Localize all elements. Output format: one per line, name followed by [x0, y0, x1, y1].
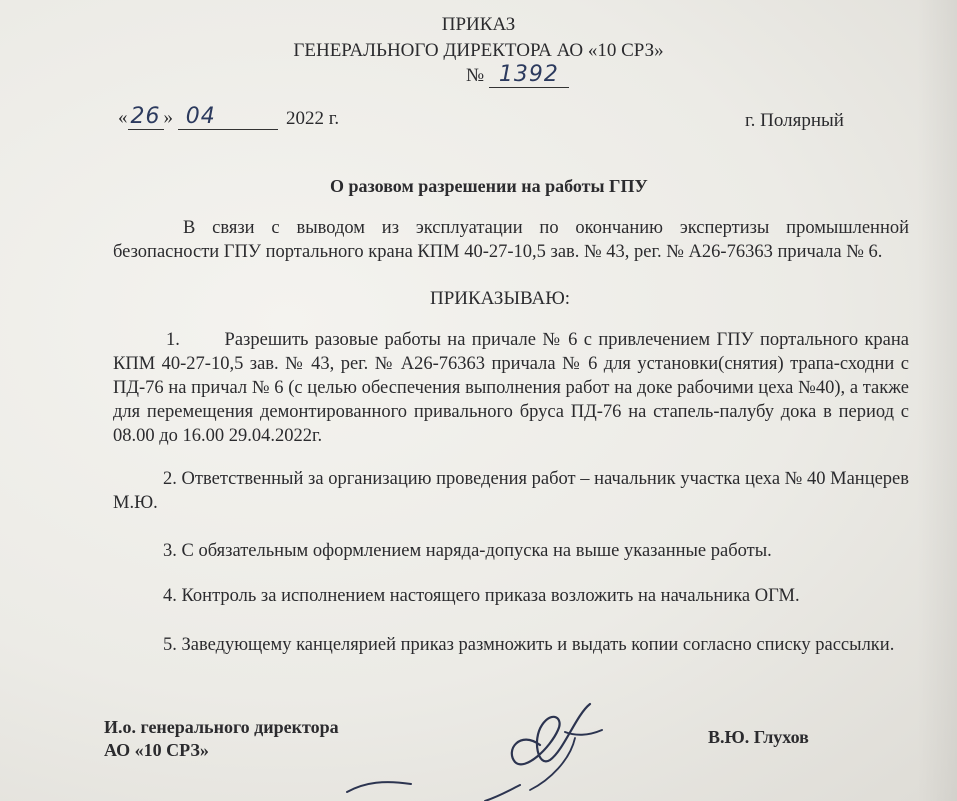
- date-close-quote: »: [163, 107, 173, 128]
- item-number: 2.: [163, 469, 177, 489]
- city: г. Полярный: [745, 110, 844, 131]
- order-word: ПРИКАЗЫВАЮ:: [430, 288, 571, 309]
- item-number: 5.: [163, 635, 177, 655]
- date-day: 26: [128, 104, 164, 130]
- doc-title: ПРИКАЗ: [441, 14, 516, 35]
- signer-position-line1: И.о. генерального директора: [104, 717, 339, 737]
- item-text: Разрешить разовые работы на причале № 6 с привлечением ГПУ портального крана КПМ 40-27-10,5 зав. № 43, рег. № А26-76363 причала № 6 для установки(снятия) трапа-сходни с ПД-76 на причал № 6 (с целью обеспечения выполнения работ на доке рабочими цеха №40), а также для перемещения демонтированного привального бруса ПД-76 на стапель-палубу дока в период с 08.00 до 16.00 29.04.2022г.: [113, 330, 910, 446]
- order-item-1: [113, 328, 909, 448]
- subject-heading: О разовом разрешении на работы ГПУ: [330, 176, 648, 196]
- item-number: 4.: [163, 586, 177, 606]
- number-prefix: №: [466, 65, 485, 86]
- item-text: Заведующему канцелярией приказ размножить и выдать копии согласно списку рассылки.: [181, 635, 895, 655]
- preamble: В связи с выводом из эксплуатации по окончанию экспертизы промышленной безопасности ГПУ портального крана КПМ 40-27-10,5 зав. № 43, рег. № А26-76363 причала № 6.: [113, 218, 909, 262]
- date-open-quote: «: [118, 107, 128, 128]
- date-year: 2022 г.: [286, 108, 340, 129]
- signature-stroke-lower: [345, 772, 415, 801]
- item-text: Ответственный за организацию проведения работ – начальник участка цеха № 40 Манцерев М.Ю.: [113, 469, 910, 513]
- date-field: [118, 104, 278, 130]
- order-item-4: [113, 584, 909, 608]
- order-number: [466, 62, 569, 88]
- date-month: 04: [178, 104, 278, 130]
- item-number: 1.: [166, 330, 180, 350]
- signer-position-line2: АО «10 СРЗ»: [104, 740, 209, 760]
- item-text: Контроль за исполнением настоящего приказа возложить на начальника ОГМ.: [181, 586, 800, 606]
- item-text: С обязательным оформлением наряда-допуска на выше указанные работы.: [181, 541, 772, 561]
- signer-name: В.Ю. Глухов: [708, 727, 809, 747]
- item-number: 3.: [163, 541, 177, 561]
- order-item-5: [113, 633, 909, 657]
- handwritten-signature: [480, 690, 620, 801]
- number-handwritten: 1392: [489, 62, 569, 88]
- order-item-2: [113, 467, 909, 515]
- order-item-3: [113, 539, 909, 563]
- doc-org: ГЕНЕРАЛЬНОГО ДИРЕКТОРА АО «10 СРЗ»: [293, 40, 664, 61]
- page-shadow: [917, 0, 957, 801]
